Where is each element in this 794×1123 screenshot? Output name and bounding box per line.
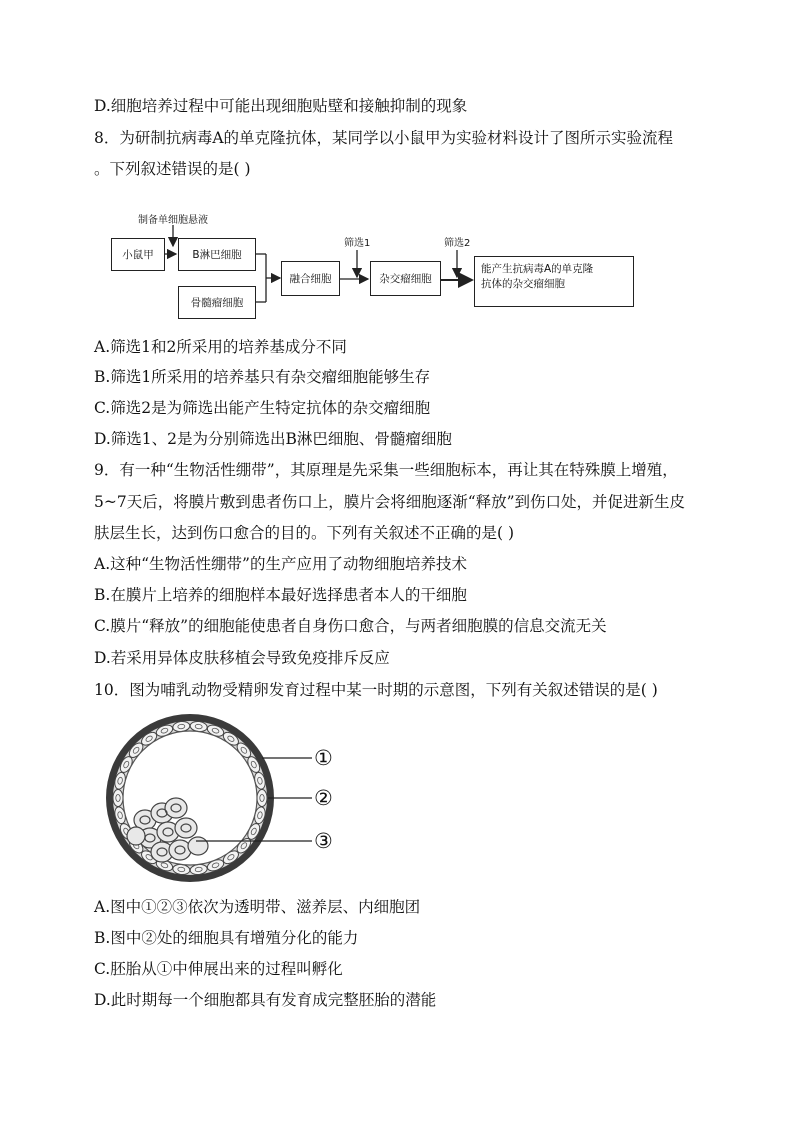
q9-option-a: A.这种“生物活性绷带”的生产应用了动物细胞培养技术 <box>94 555 467 573</box>
q9-stem-line3: 肤层生长，达到伤口愈合的目的。下列有关叙述不正确的是( ) <box>94 524 515 542</box>
label-1: ① <box>314 746 333 770</box>
prepare-suspension-label: 制备单细胞悬液 <box>138 215 208 226</box>
trophoblast-cell <box>257 790 267 807</box>
screen1-label: 筛选1 <box>344 238 371 249</box>
q10-stem: 10．图为哺乳动物受精卵发育过程中某一时期的示意图，下列有关叙述错误的是( ) <box>94 681 658 699</box>
mouse-box: 小鼠甲 <box>111 238 165 271</box>
label-3: ③ <box>314 829 333 853</box>
q8-stem-line1: 8．为研制抗病毒A的单克隆抗体，某同学以小鼠甲为实验材料设计了图所示实验流程 <box>94 129 674 147</box>
q8-option-b: B.筛选1所采用的培养基只有杂交瘤细胞能够生存 <box>94 368 431 386</box>
q8-stem-line2: 。下列叙述错误的是( ) <box>94 160 251 178</box>
q9-option-c: C.膜片“释放”的细胞能使患者自身伤口愈合，与两者细胞膜的信息交流无关 <box>94 617 607 635</box>
result-line1: 能产生抗病毒A的单克隆 <box>481 263 594 275</box>
q9-option-b: B.在膜片上培养的细胞样本最好选择患者本人的干细胞 <box>94 586 467 604</box>
label-2: ② <box>314 786 333 810</box>
q7-option-d: D.细胞培养过程中可能出现细胞贴壁和接触抑制的现象 <box>94 97 468 115</box>
q10-option-b: B.图中②处的细胞具有增殖分化的能力 <box>94 929 359 947</box>
result-line2: 抗体的杂交瘤细胞 <box>481 278 565 290</box>
q9-option-d: D.若采用异体皮肤移植会导致免疫排斥反应 <box>94 649 390 667</box>
q9-stem-line1: 9．有一种“生物活性绷带”，其原理是先采集一些细胞标本，再让其在特殊膜上增殖， <box>94 461 678 479</box>
q8-option-a: A.筛选1和2所采用的培养基成分不同 <box>94 338 347 356</box>
trophoblast-cell <box>113 790 123 807</box>
q10-option-c: C.胚胎从①中伸展出来的过程叫孵化 <box>94 960 343 978</box>
fused-cell-box: 融合细胞 <box>281 261 340 296</box>
q9-stem-line2: 5~7天后，将膜片敷到患者伤口上，膜片会将细胞逐渐“释放”到伤口处，并促进新生皮 <box>94 493 686 511</box>
q10-option-d: D.此时期每一个细胞都具有发育成完整胚胎的潜能 <box>94 991 437 1009</box>
myeloma-box: 骨髓瘤细胞 <box>178 286 256 319</box>
q10-option-a: A.图中①②③依次为透明带、滋养层、内细胞团 <box>94 898 421 916</box>
b-lymphocyte-box: B淋巴细胞 <box>178 238 256 271</box>
q8-option-c: C.筛选2是为筛选出能产生特定抗体的杂交瘤细胞 <box>94 399 431 417</box>
screen2-label: 筛选2 <box>444 238 471 249</box>
hybridoma-box: 杂交瘤细胞 <box>370 261 441 296</box>
q8-option-d: D.筛选1、2是为分别筛选出B淋巴细胞、骨髓瘤细胞 <box>94 430 452 448</box>
